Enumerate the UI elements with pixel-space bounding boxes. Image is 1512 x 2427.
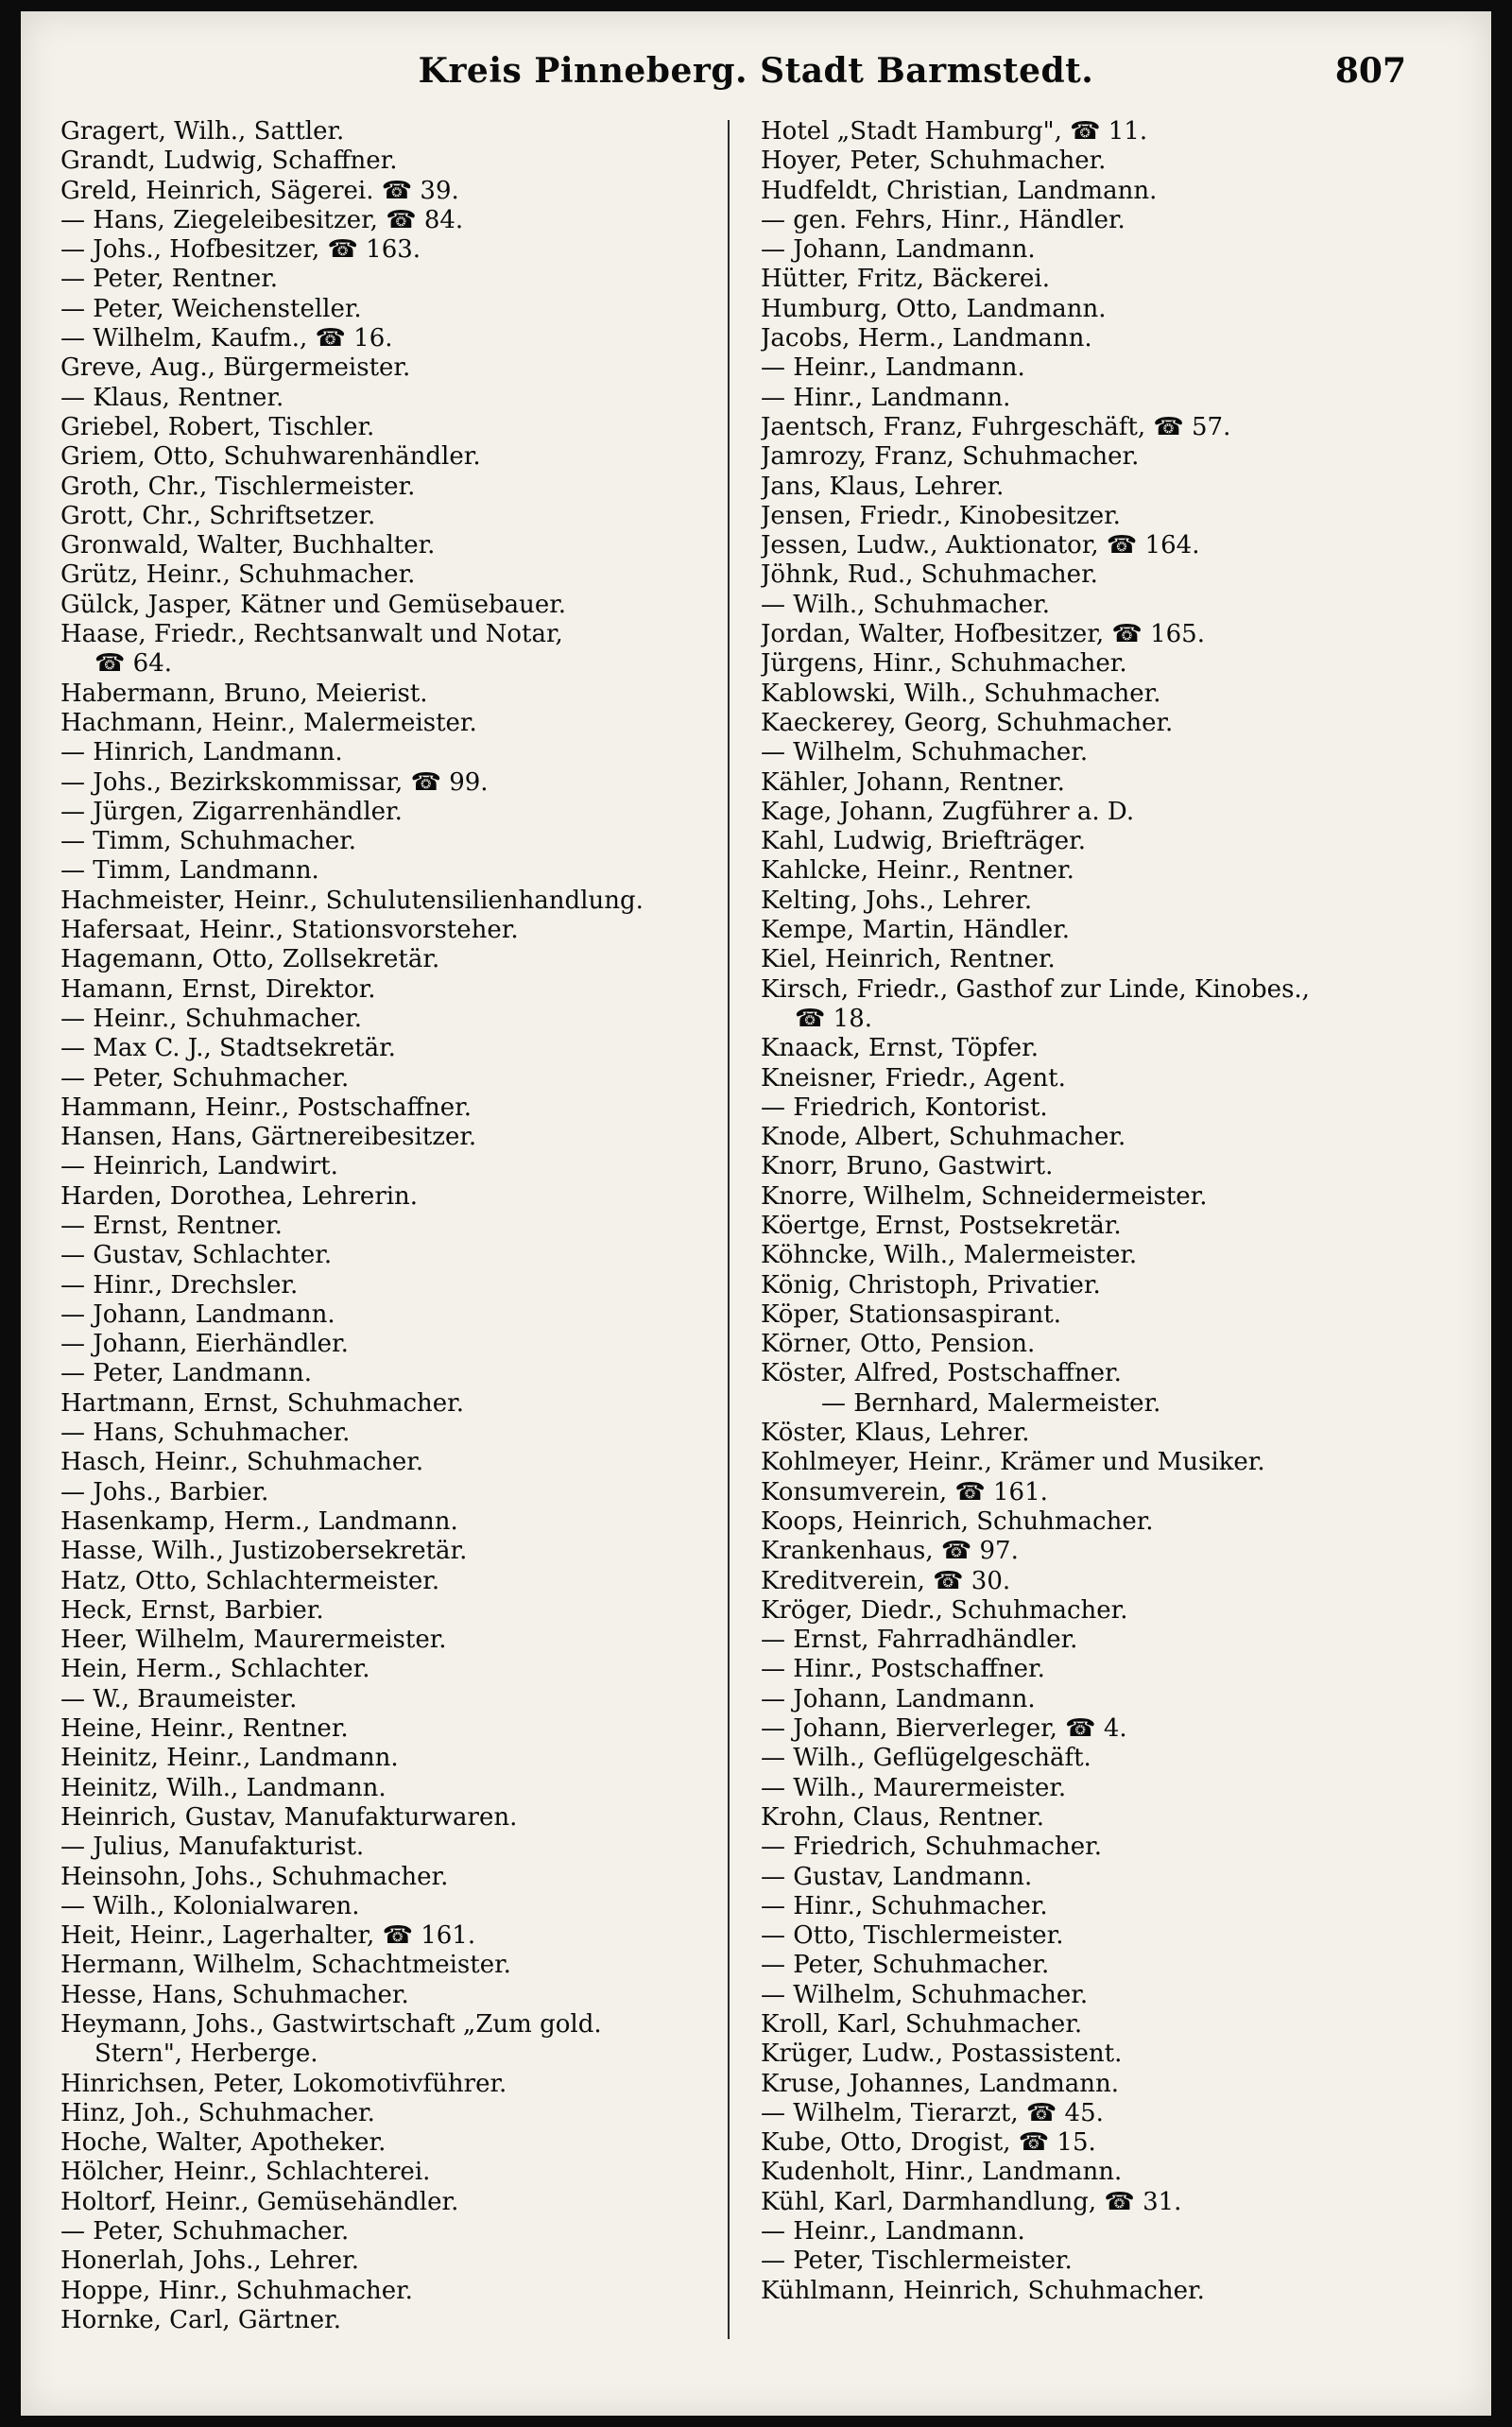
directory-entry: Kelting, Johs., Lehrer. — [761, 886, 1033, 915]
directory-entry: Kablowski, Wilh., Schuhmacher. — [761, 679, 1161, 708]
directory-entry: Hasse, Wilh., Justizobersekretär. — [60, 1537, 468, 1566]
directory-entry: Krankenhaus, ☎ 97. — [761, 1537, 1019, 1566]
directory-entry: Griem, Otto, Schuhwarenhändler. — [60, 442, 481, 472]
directory-entry: — Johs., Barbier. — [60, 1477, 269, 1506]
directory-entry: — Max C. J., Stadtsekretär. — [60, 1034, 396, 1063]
directory-entry: Jürgens, Hinr., Schuhmacher. — [761, 649, 1127, 679]
directory-entry: — Hinrich, Landmann. — [60, 738, 343, 767]
directory-entry: Kroll, Karl, Schuhmacher. — [761, 2010, 1083, 2039]
directory-entry: — Peter, Tischlermeister. — [761, 2246, 1073, 2276]
directory-entry: — Otto, Tischlermeister. — [761, 1921, 1064, 1951]
directory-entry: Honerlah, Johs., Lehrer. — [60, 2246, 359, 2276]
directory-entry: Heit, Heinr., Lagerhalter, ☎ 161. — [60, 1921, 476, 1951]
directory-entry: Grütz, Heinr., Schuhmacher. — [60, 560, 416, 590]
directory-entry: Grandt, Ludwig, Schaffner. — [60, 146, 398, 176]
directory-entry: Hesse, Hans, Schuhmacher. — [60, 1980, 409, 2009]
directory-entry: Hasenkamp, Herm., Landmann. — [60, 1506, 458, 1536]
page-header — [21, 11, 1491, 91]
directory-entry: Jessen, Ludw., Auktionator, ☎ 164. — [761, 531, 1200, 560]
directory-entry: Jacobs, Herm., Landmann. — [761, 324, 1092, 353]
directory-page — [21, 11, 1491, 2416]
directory-entry: Hafersaat, Heinr., Stationsvorsteher. — [60, 916, 519, 945]
directory-entry: — Heinr., Schuhmacher. — [60, 1004, 363, 1033]
directory-entry: — Johann, Landmann. — [761, 1684, 1036, 1713]
directory-entry: Hatz, Otto, Schlachtermeister. — [60, 1566, 440, 1595]
directory-entry: Kaeckerey, Georg, Schuhmacher. — [761, 708, 1174, 737]
directory-entry: Hudfeldt, Christian, Landmann. — [761, 176, 1158, 205]
directory-entry: Hütter, Fritz, Bäckerei. — [761, 265, 1050, 294]
directory-entry: Kempe, Martin, Händler. — [761, 916, 1071, 945]
directory-entry: Kahl, Ludwig, Briefträger. — [761, 827, 1087, 856]
directory-entry: Hachmann, Heinr., Malermeister. — [60, 708, 477, 737]
directory-entry: Krüger, Ludw., Postassistent. — [761, 2040, 1123, 2069]
directory-entry: Hammann, Heinr., Postschaffner. — [60, 1093, 472, 1122]
directory-entry: — W., Braumeister. — [60, 1684, 298, 1713]
directory-entry: Stern", Herberge. — [94, 2040, 318, 2069]
directory-entry: — Johann, Eierhändler. — [60, 1330, 349, 1359]
directory-entry: — Hinr., Schuhmacher. — [761, 1891, 1048, 1920]
directory-entry: Hölcher, Heinr., Schlachterei. — [60, 2158, 431, 2187]
directory-entry: Knaack, Ernst, Töpfer. — [761, 1034, 1039, 1063]
directory-entry: Hoche, Walter, Apotheker. — [60, 2128, 387, 2158]
directory-entry: Heck, Ernst, Barbier. — [60, 1595, 324, 1625]
directory-entry: Kneisner, Friedr., Agent. — [761, 1063, 1066, 1093]
directory-entry: Kahlcke, Heinr., Rentner. — [761, 856, 1074, 886]
directory-entry: — Friedrich, Schuhmacher. — [761, 1833, 1102, 1862]
directory-entry: Hasch, Heinr., Schuhmacher. — [60, 1448, 424, 1477]
directory-entry: Körner, Otto, Pension. — [761, 1330, 1036, 1359]
directory-entry: — Gustav, Schlachter. — [60, 1241, 333, 1270]
directory-entry: Hinrichsen, Peter, Lokomotivführer. — [60, 2069, 507, 2098]
left-column — [60, 117, 727, 2335]
directory-entry: — Peter, Rentner. — [60, 265, 279, 294]
directory-entry: Holtorf, Heinr., Gemüsehändler. — [60, 2187, 459, 2216]
directory-entry: Jans, Klaus, Lehrer. — [761, 472, 1005, 501]
directory-entry: — Peter, Landmann. — [60, 1359, 312, 1388]
directory-entry: — gen. Fehrs, Hinr., Händler. — [761, 205, 1125, 234]
directory-entry: Kage, Johann, Zugführer a. D. — [761, 797, 1135, 826]
directory-entry: Jordan, Walter, Hofbesitzer, ☎ 165. — [761, 620, 1205, 649]
directory-entry: Hansen, Hans, Gärtnereibesitzer. — [60, 1123, 477, 1152]
directory-entry: — Wilhelm, Schuhmacher. — [761, 1980, 1089, 2009]
directory-entry: — Peter, Weichensteller. — [60, 294, 362, 323]
directory-entry: Hinz, Joh., Schuhmacher. — [60, 2098, 375, 2127]
directory-entry: Kohlmeyer, Heinr., Krämer und Musiker. — [761, 1448, 1265, 1477]
directory-entry: — Hinr., Drechsler. — [60, 1270, 299, 1300]
directory-entry: König, Christoph, Privatier. — [761, 1270, 1101, 1300]
directory-entry: — Heinr., Landmann. — [761, 353, 1025, 383]
directory-entry: Knode, Albert, Schuhmacher. — [761, 1123, 1126, 1152]
directory-entry: Hoppe, Hinr., Schuhmacher. — [60, 2276, 413, 2305]
directory-entry: — Klaus, Rentner. — [60, 383, 284, 412]
directory-entry: Kiel, Heinrich, Rentner. — [761, 945, 1056, 974]
directory-entry: Heinrich, Gustav, Manufakturwaren. — [60, 1802, 518, 1832]
directory-entry: — Johs., Bezirkskommissar, ☎ 99. — [60, 767, 489, 797]
directory-entry: Jaentsch, Franz, Fuhrgeschäft, ☎ 57. — [761, 412, 1231, 441]
directory-entry: Gragert, Wilh., Sattler. — [60, 117, 345, 146]
directory-entry: — Wilhelm, Kaufm., ☎ 16. — [60, 324, 393, 353]
directory-entry: — Hinr., Postschaffner. — [761, 1655, 1045, 1684]
directory-entry: Kirsch, Friedr., Gasthof zur Linde, Kinobes., — [761, 974, 1310, 1004]
directory-entry: — Hans, Ziegeleibesitzer, ☎ 84. — [60, 205, 464, 234]
directory-entry: Humburg, Otto, Landmann. — [761, 294, 1107, 323]
directory-entry: Hamann, Ernst, Direktor. — [60, 974, 376, 1004]
directory-entry: Groth, Chr., Tischlermeister. — [60, 472, 416, 501]
directory-entry: — Heinrich, Landwirt. — [60, 1152, 338, 1181]
directory-entry: Kreditverein, ☎ 30. — [761, 1566, 1011, 1595]
directory-entry: Hachmeister, Heinr., Schulutensilienhandlung. — [60, 886, 644, 915]
page-title: Kreis Pinneberg. Stadt Barmstedt. — [418, 51, 1094, 91]
directory-entry: Griebel, Robert, Tischler. — [60, 412, 375, 441]
directory-entry: — Wilh., Schuhmacher. — [761, 590, 1050, 619]
column-divider — [728, 120, 730, 2339]
directory-entry: Greve, Aug., Bürgermeister. — [60, 353, 411, 383]
directory-entry: — Ernst, Rentner. — [60, 1211, 283, 1240]
directory-entry: — Johs., Hofbesitzer, ☎ 163. — [60, 235, 421, 265]
directory-entry: Habermann, Bruno, Meierist. — [60, 679, 428, 708]
directory-entry: Grott, Chr., Schriftsetzer. — [60, 501, 376, 530]
directory-entry: Hornke, Carl, Gärtner. — [60, 2305, 341, 2334]
directory-entry: — Timm, Schuhmacher. — [60, 827, 357, 856]
directory-entry: — Bernhard, Malermeister. — [821, 1388, 1161, 1418]
directory-entry: Hartmann, Ernst, Schuhmacher. — [60, 1388, 464, 1418]
directory-entry: Krohn, Claus, Rentner. — [761, 1802, 1044, 1832]
directory-entry: Kröger, Diedr., Schuhmacher. — [761, 1595, 1128, 1625]
directory-entry: Heinsohn, Johs., Schuhmacher. — [60, 1862, 449, 1891]
directory-entry: — Julius, Manufakturist. — [60, 1833, 365, 1862]
directory-entry: Hoyer, Peter, Schuhmacher. — [761, 146, 1107, 176]
directory-entry: Haase, Friedr., Rechtsanwalt und Notar, — [60, 620, 563, 649]
directory-entry: Kudenholt, Hinr., Landmann. — [761, 2158, 1123, 2187]
directory-entry: Konsumverein, ☎ 161. — [761, 1477, 1048, 1506]
directory-entry: Greld, Heinrich, Sägerei. ☎ 39. — [60, 176, 459, 205]
page-number: 807 — [1334, 51, 1406, 91]
directory-entry: Gülck, Jasper, Kätner und Gemüsebauer. — [60, 590, 567, 619]
directory-entry: Knorre, Wilhelm, Schneidermeister. — [761, 1181, 1208, 1211]
directory-entry: Koops, Heinrich, Schuhmacher. — [761, 1506, 1154, 1536]
directory-entry: Heer, Wilhelm, Maurermeister. — [60, 1626, 447, 1655]
directory-entry: ☎ 64. — [94, 649, 172, 679]
right-column — [761, 117, 1427, 2306]
directory-entry: Kühlmann, Heinrich, Schuhmacher. — [761, 2276, 1205, 2305]
directory-entry: — Peter, Schuhmacher. — [60, 1063, 350, 1093]
directory-entry: — Johann, Landmann. — [761, 235, 1036, 265]
directory-entry: Heinitz, Wilh., Landmann. — [60, 1773, 387, 1802]
directory-entry: Köertge, Ernst, Postsekretär. — [761, 1211, 1122, 1240]
directory-entry: Köper, Stationsaspirant. — [761, 1300, 1061, 1329]
directory-entry: Kube, Otto, Drogist, ☎ 15. — [761, 2128, 1096, 2158]
directory-entry: — Timm, Landmann. — [60, 856, 319, 886]
directory-entry: — Johann, Bierverleger, ☎ 4. — [761, 1714, 1127, 1744]
directory-entry: Knorr, Bruno, Gastwirt. — [761, 1152, 1054, 1181]
directory-entry: Hagemann, Otto, Zollsekretär. — [60, 945, 440, 974]
directory-entry: — Wilh., Maurermeister. — [761, 1773, 1067, 1802]
directory-entry: Harden, Dorothea, Lehrerin. — [60, 1181, 419, 1211]
directory-entry: — Wilhelm, Schuhmacher. — [761, 738, 1089, 767]
directory-entry: Kähler, Johann, Rentner. — [761, 767, 1065, 797]
directory-entry: Hotel „Stadt Hamburg", ☎ 11. — [761, 117, 1148, 146]
directory-entry: — Gustav, Landmann. — [761, 1862, 1033, 1891]
directory-entry: Gronwald, Walter, Buchhalter. — [60, 531, 436, 560]
directory-entry: Jöhnk, Rud., Schuhmacher. — [761, 560, 1098, 590]
directory-entry: Heymann, Johs., Gastwirtschaft „Zum gold. — [60, 2010, 602, 2039]
directory-entry: — Peter, Schuhmacher. — [60, 2217, 350, 2246]
directory-entry: Köster, Alfred, Postschaffner. — [761, 1359, 1122, 1388]
directory-entry: Jamrozy, Franz, Schuhmacher. — [761, 442, 1140, 472]
directory-entry: — Hinr., Landmann. — [761, 383, 1011, 412]
directory-entry: Kruse, Johannes, Landmann. — [761, 2069, 1119, 2098]
directory-entry: Köster, Klaus, Lehrer. — [761, 1419, 1030, 1448]
directory-entry: Jensen, Friedr., Kinobesitzer. — [761, 501, 1121, 530]
directory-entry: — Johann, Landmann. — [60, 1300, 335, 1329]
directory-entry: — Wilh., Kolonialwaren. — [60, 1891, 360, 1920]
directory-entry: Heine, Heinr., Rentner. — [60, 1714, 349, 1744]
directory-entry: — Jürgen, Zigarrenhändler. — [60, 797, 403, 826]
directory-entry: — Hans, Schuhmacher. — [60, 1419, 351, 1448]
directory-entry: Kühl, Karl, Darmhandlung, ☎ 31. — [761, 2187, 1182, 2216]
directory-entry: — Peter, Schuhmacher. — [761, 1951, 1050, 1980]
directory-entry: ☎ 18. — [795, 1004, 872, 1033]
directory-entry: — Wilh., Geflügelgeschäft. — [761, 1744, 1091, 1773]
directory-entry: Heinitz, Heinr., Landmann. — [60, 1744, 399, 1773]
directory-entry: Hermann, Wilhelm, Schachtmeister. — [60, 1951, 511, 1980]
directory-entry: — Friedrich, Kontorist. — [761, 1093, 1048, 1122]
directory-entry: Hein, Herm., Schlachter. — [60, 1655, 370, 1684]
directory-entry: Köhncke, Wilh., Malermeister. — [761, 1241, 1138, 1270]
directory-entry: — Ernst, Fahrradhändler. — [761, 1626, 1078, 1655]
directory-entry: — Heinr., Landmann. — [761, 2217, 1025, 2246]
directory-entry: — Wilhelm, Tierarzt, ☎ 45. — [761, 2098, 1104, 2127]
